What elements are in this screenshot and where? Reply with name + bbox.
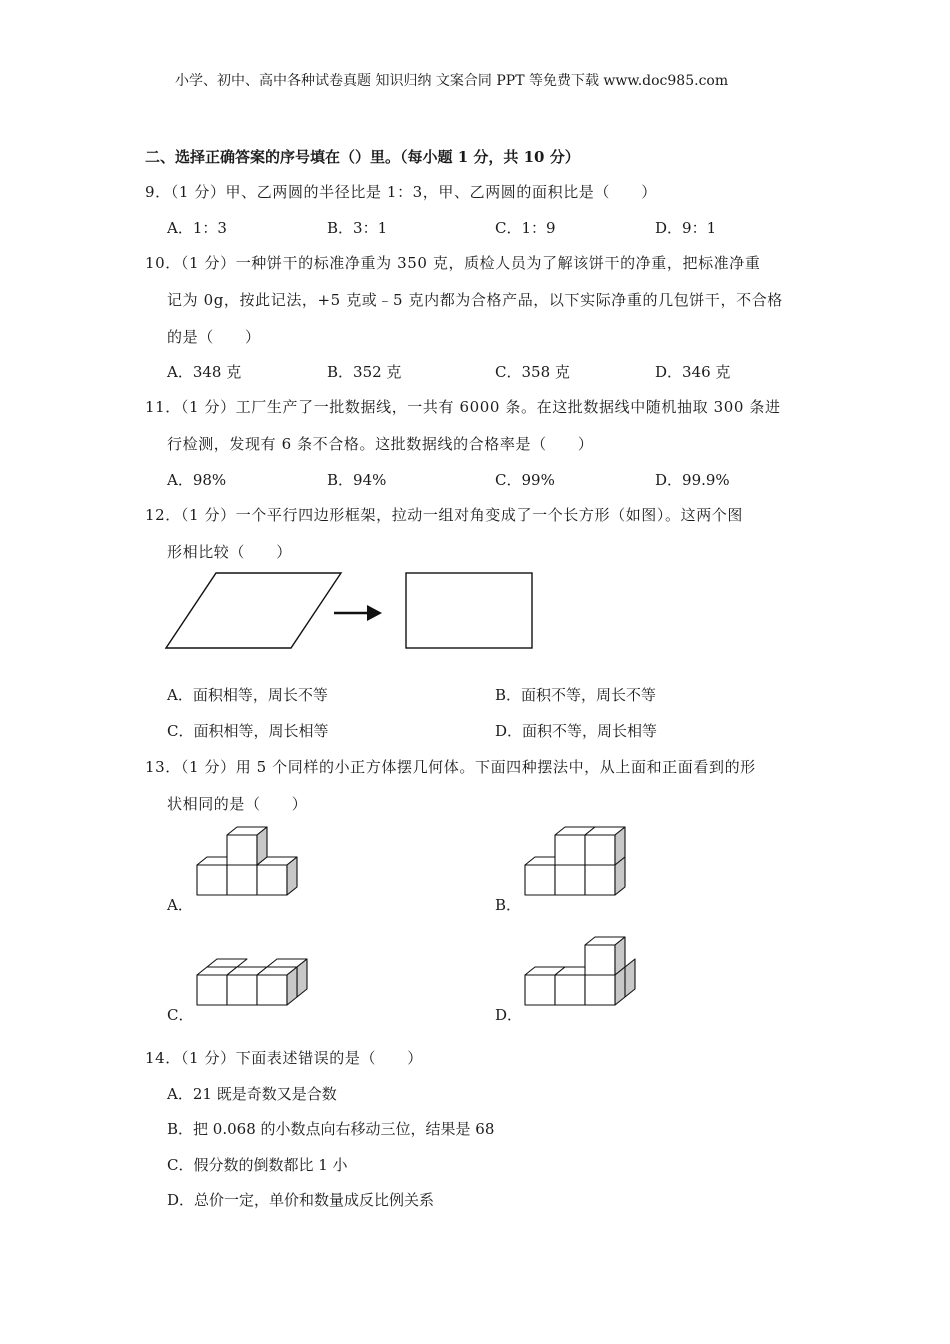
q14-option-b: B．把 0.068 的小数点向右移动三位，结果是 68 — [167, 1120, 495, 1138]
question-13-line-1: 13．（1 分）用 5 个同样的小正方体摆几何体。下面四种摆法中，从上面和正面看到的形 — [145, 758, 756, 776]
q10-option-d: D．346 克 — [655, 363, 731, 381]
parallelogram-shape — [166, 573, 341, 648]
q12-option-a: A．面积相等，周长不等 — [167, 686, 328, 704]
q13-option-b: B． — [495, 896, 522, 914]
q9-option-c: C．1：9 — [495, 219, 556, 237]
q13-option-d: D． — [495, 1006, 523, 1024]
question-12-line-1: 12．（1 分）一个平行四边形框架，拉动一组对角变成了一个长方形（如图）。这两个图 — [145, 506, 744, 524]
question-10-line-2: 记为 0g，按此记法，+5 克或﹣5 克内都为合格产品，以下实际净重的几包饼干，不合格 — [167, 291, 783, 309]
q13-option-c: C． — [167, 1006, 194, 1024]
q14-option-a: A．21 既是奇数又是合数 — [167, 1085, 337, 1103]
q11-option-b: B．94% — [327, 471, 387, 489]
parallelogram-to-rectangle-figure — [160, 565, 540, 655]
question-10-line-1: 10．（1 分）一种饼干的标准净重为 350 克，质检人员为了解该饼干的净重，把标准净重 — [145, 254, 761, 272]
q10-option-a: A．348 克 — [167, 363, 242, 381]
cube-figure-c — [190, 950, 315, 1010]
q9-option-d: D．9：1 — [655, 219, 717, 237]
rectangle-shape — [406, 573, 532, 648]
q12-option-d: D．面积不等，周长相等 — [495, 722, 658, 740]
q14-option-d: D．总价一定，单价和数量成反比例关系 — [167, 1191, 435, 1209]
section-title: 二、选择正确答案的序号填在（）里。（每小题 1 分，共 10 分） — [145, 148, 580, 166]
question-14-text: 14．（1 分）下面表述错误的是（ ） — [145, 1049, 423, 1067]
q9-option-b: B．3：1 — [327, 219, 388, 237]
question-10-line-3: 的是（ ） — [167, 328, 261, 346]
arrow-head — [367, 605, 382, 621]
q12-option-c: C．面积相等，周长相等 — [167, 722, 329, 740]
q9-option-a: A．1：3 — [167, 219, 227, 237]
question-13-line-2: 状相同的是（ ） — [167, 795, 308, 813]
question-9-text: 9．（1 分）甲、乙两圆的半径比是 1：3，甲、乙两圆的面积比是（ ） — [145, 183, 657, 201]
q14-option-c: C．假分数的倒数都比 1 小 — [167, 1156, 348, 1174]
q11-option-a: A．98% — [167, 471, 227, 489]
q11-option-c: C．99% — [495, 471, 555, 489]
question-11-line-1: 11．（1 分）工厂生产了一批数据线，一共有 6000 条。在这批数据线中随机抽取 300 条进 — [145, 398, 781, 416]
q10-option-b: B．352 克 — [327, 363, 402, 381]
q10-option-c: C．358 克 — [495, 363, 570, 381]
cube-figure-b — [520, 820, 640, 900]
q13-option-a: A． — [167, 896, 193, 914]
cube-figure-d — [520, 930, 645, 1010]
question-11-line-2: 行检测，发现有 6 条不合格。这批数据线的合格率是（ ） — [167, 435, 594, 453]
q11-option-d: D．99.9% — [655, 471, 730, 489]
question-12-line-2: 形相比较（ ） — [167, 543, 292, 561]
page-header: 小学、初中、高中各种试卷真题 知识归纳 文案合同 PPT 等免费下载 www.doc985.com — [175, 73, 729, 89]
cube-figure-a — [190, 820, 310, 900]
q12-option-b: B．面积不等，周长不等 — [495, 686, 657, 704]
